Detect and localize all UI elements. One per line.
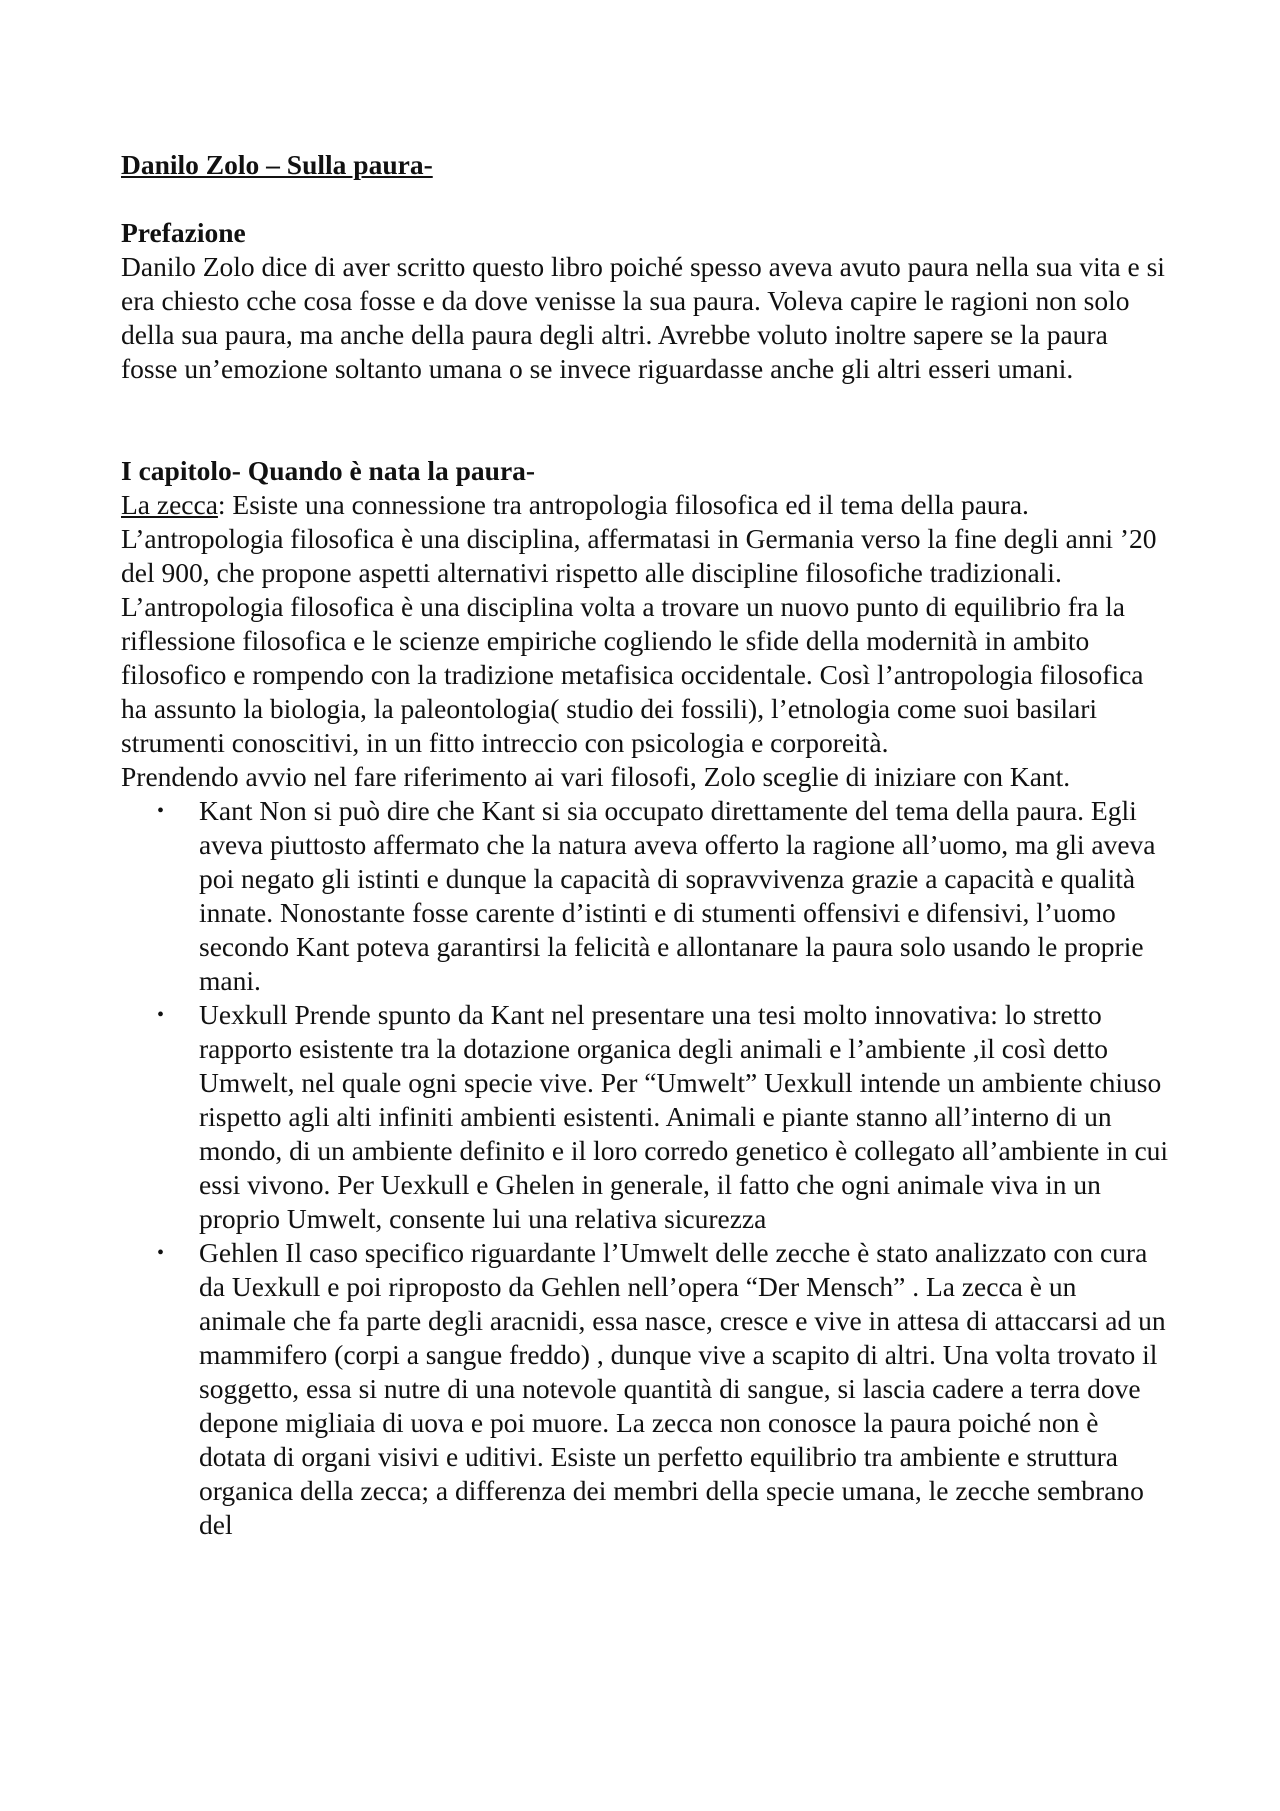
- chapter-heading: I capitolo- Quando è nata la paura-: [121, 455, 536, 486]
- section-label: La zecca: [121, 489, 218, 520]
- list-item-text: Kant Non si può dire che Kant si sia occupato direttamente del tema della paura. Egli aveva piuttosto affermato che la natura aveva offerto la ragione all’uomo, ma gli aveva poi negato gli istinti e dunque la capacità di sopravvivenza grazie a capacità e qualità innate. Nonostante fosse carente d’istinti e di stumenti offensivi e difensivi, l’uomo secondo Kant poteva garantirsi la felicità e allontanare la paura solo usando le proprie mani.: [199, 795, 1156, 996]
- preface-heading: Prefazione: [121, 217, 246, 248]
- section-spacer: [121, 386, 1170, 454]
- list-item-kant: [157, 794, 1170, 998]
- list-item-text: Uexkull Prende spunto da Kant nel presentare una tesi molto innovativa: lo stretto rapporto esistente tra la dotazione organica degli animali e l’ambiente ,il così detto Umwelt, nel quale ogni specie vive. Per “Umwelt” Uexkull intende un ambiente chiuso rispetto agli alti infiniti ambienti esistenti. Animali e piante stanno all’interno di un mondo, di un ambiente definito e il loro corredo genetico è collegato all’ambiente in cui essi vivono. Per Uexkull e Ghelen in generale, il fatto che ogni animale viva in un proprio Umwelt, consente lui una relativa sicurezza: [199, 999, 1169, 1234]
- bullet-icon: •: [157, 800, 165, 822]
- preface-paragraph: Danilo Zolo dice di aver scritto questo libro poiché spesso aveva avuto paura nella sua vita e si era chiesto cche cosa fosse e da dove venisse la sua paura. Voleva capire le ragioni non solo della sua paura, ma anche della paura degli altri. Avrebbe voluto inoltre sapere se la paura fosse un’emozione soltanto umana o se invece riguardasse anche gli altri esseri umani.: [121, 251, 1165, 384]
- bullet-icon: •: [157, 1242, 165, 1264]
- list-item-uexkull: [157, 998, 1170, 1236]
- list-item-text: Gehlen Il caso specifico riguardante l’Umwelt delle zecche è stato analizzato con cura da Uexkull e poi riproposto da Gehlen nell’opera “Der Mensch” . La zecca è un animale che fa parte degli aracnidi, essa nasce, cresce e vive in attesa di attaccarsi ad un mammifero (corpi a sangue freddo) , dunque vive a scapito di altri. Una volta trovato il soggetto, essa si nutre di una notevole quantità di sangue, si lascia cadere a terra dove depone migliaia di uova e poi muore. La zecca non conosce la paura poiché non è dotata di organi visivi e uditivi. Esiste un perfetto equilibrio tra ambiente e struttura organica della zecca; a differenza dei membri della specie umana, le zecche sembrano del: [199, 1237, 1166, 1540]
- list-item-gehlen: [157, 1236, 1170, 1542]
- transition-paragraph: Prendendo avvio nel fare riferimento ai vari filosofi, Zolo sceglie di iniziare con Kant.: [121, 761, 1071, 792]
- chapter-intro-paragraph: [121, 488, 1170, 760]
- bullet-icon: •: [157, 1004, 165, 1026]
- philosopher-list: [121, 794, 1170, 1542]
- intro-text: : Esiste una connessione tra antropologia filosofica ed il tema della paura. L’antropologia filosofica è una disciplina, affermatasi in Germania verso la fine degli anni ’20 del 900, che propone aspetti alternativi rispetto alle discipline filosofiche tradizionali. L’antropologia filosofica è una disciplina volta a trovare un nuovo punto di equilibrio fra la riflessione filosofica e le scienze empiriche cogliendo le sfide della modernità in ambito filosofico e rompendo con la tradizione metafisica occidentale. Così l’antropologia filosofica ha assunto la biologia, la paleontologia( studio dei fossili), l’etnologia come suoi basilari strumenti conoscitivi, in un fitto intreccio con psicologia e corporeità.: [121, 489, 1157, 758]
- document-title: Danilo Zolo – Sulla paura-: [121, 149, 433, 180]
